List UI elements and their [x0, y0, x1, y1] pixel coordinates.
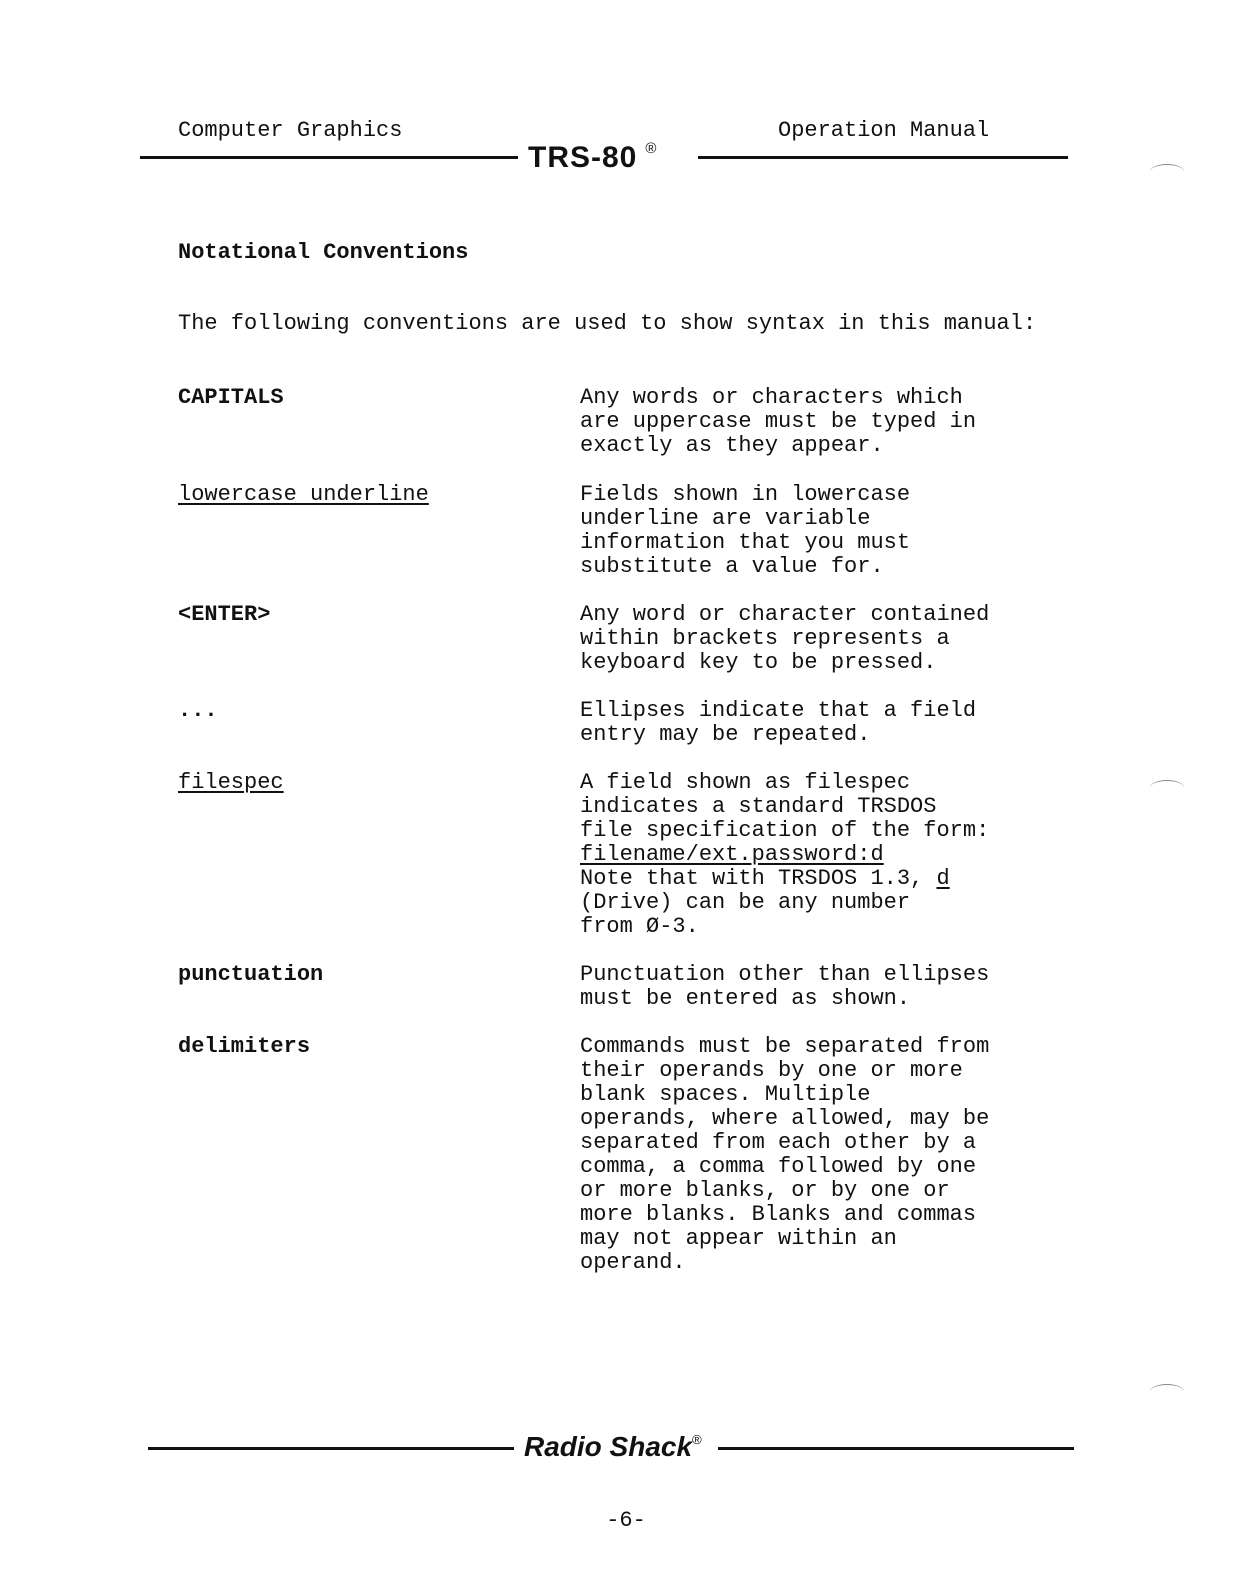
margin-mark: [1150, 164, 1184, 179]
convention-term: <ENTER>: [178, 602, 271, 627]
header-right-title: Operation Manual: [778, 118, 990, 143]
filespec-drive-var: d: [936, 866, 950, 891]
convention-desc: Ellipses indicate that a field entry may be repeated.: [580, 698, 977, 747]
convention-desc: Any words or characters which are uppercase must be typed in exactly as they appear.: [580, 385, 977, 458]
header-rule-left: [140, 156, 518, 159]
convention-desc: [580, 771, 1040, 939]
convention-desc: Fields shown in lowercase underline are variable information that you must substitute a value for.: [580, 482, 911, 579]
convention-desc: Any word or character contained within brackets represents a keyboard key to be pressed.: [580, 602, 990, 675]
footer-brand-text: Radio Shack: [524, 1431, 693, 1462]
filespec-desc-intro: A field shown as filespec indicates a standard TRSDOS file specification of the form:: [580, 770, 990, 843]
filespec-note: Note that with TRSDOS 1.3,: [580, 866, 937, 891]
filespec-drive-range: (Drive) can be any number from Ø-3.: [580, 890, 911, 939]
footer-rule-right: [718, 1447, 1074, 1450]
section-title: Notational Conventions: [178, 240, 469, 265]
header-brand-mark: ®: [645, 140, 658, 157]
footer-rule-left: [148, 1447, 514, 1450]
header-left-title: Computer Graphics: [178, 118, 403, 143]
margin-mark: [1150, 780, 1184, 795]
margin-mark: [1150, 1384, 1184, 1399]
footer-brand: [524, 1433, 702, 1461]
header-brand-text: TRS-80: [528, 141, 638, 174]
header-brand: [528, 140, 658, 174]
header-rule-right: [698, 156, 1068, 159]
intro-paragraph: The following conventions are used to show syntax in this manual:: [178, 311, 1037, 336]
footer-brand-mark: ®: [692, 1432, 702, 1447]
convention-term: lowercase underline: [178, 482, 429, 507]
convention-term: filespec: [178, 770, 284, 795]
convention-desc: Punctuation other than ellipses must be entered as shown.: [580, 962, 990, 1011]
convention-term: CAPITALS: [178, 385, 284, 410]
filespec-form: filename/ext.password:d: [580, 842, 884, 867]
convention-term: ...: [178, 698, 218, 723]
page-number: -6-: [606, 1508, 646, 1533]
convention-term: punctuation: [178, 962, 324, 987]
convention-term: delimiters: [178, 1034, 311, 1059]
convention-desc: Commands must be separated from their operands by one or more blank spaces. Multiple operands, where allowed, may be separated from each other by a comma, a comma followed by one or more blanks, or by one or more blanks. Blanks and commas may not appear within an operand.: [580, 1034, 990, 1275]
